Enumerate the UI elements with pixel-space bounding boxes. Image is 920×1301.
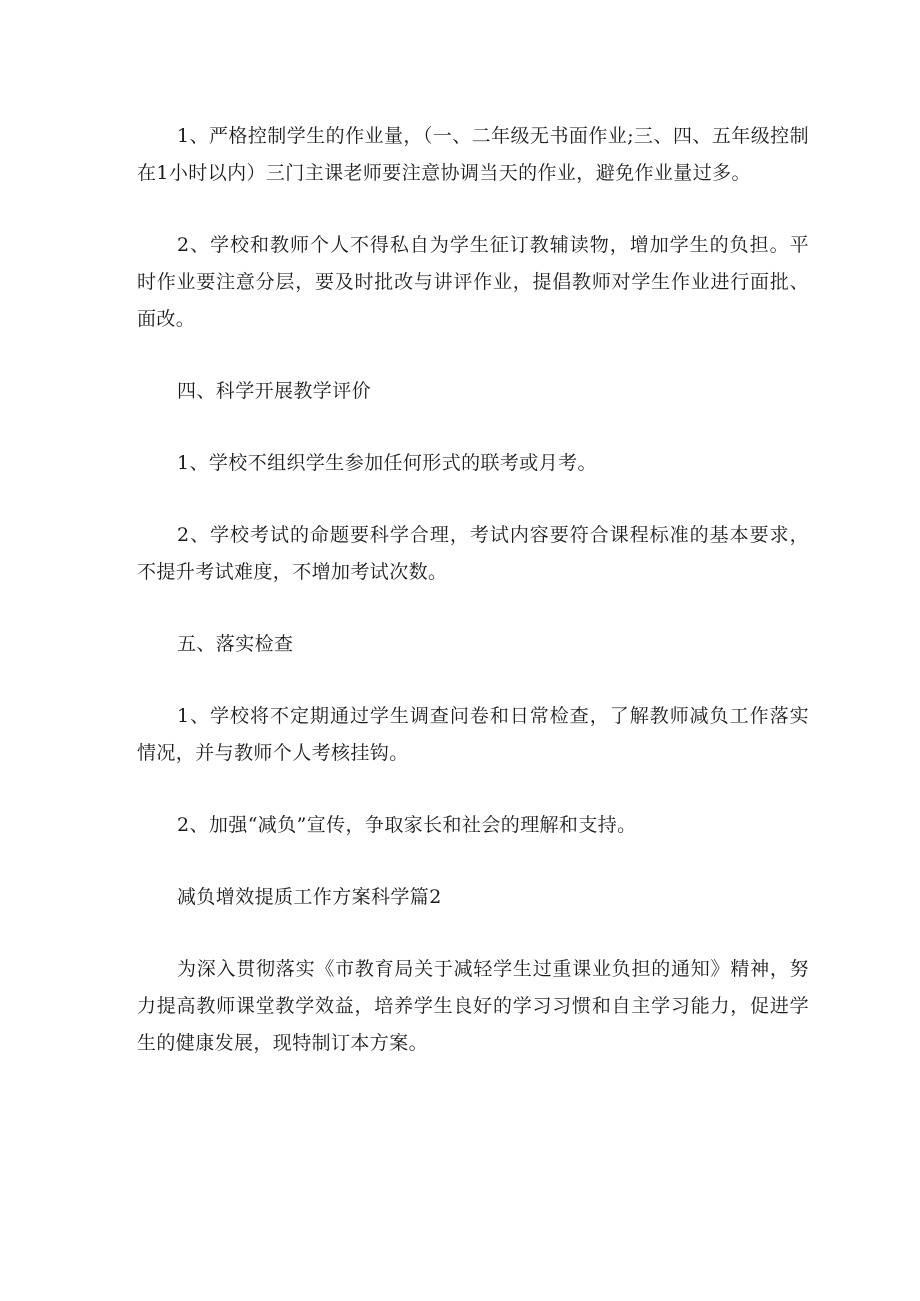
paragraph-spacer <box>137 482 809 517</box>
paragraph-exam-design: 2、学校考试的命题要科学合理，考试内容要符合课程标准的基本要求，不提升考试难度，不增加考试次数。 <box>137 524 809 583</box>
document-body <box>137 118 809 1062</box>
section-heading-evaluation: 四、科学开展教学评价 <box>177 380 372 402</box>
paragraph-spacer <box>137 663 809 698</box>
document-section-title: 减负增效提质工作方案科学篇2 <box>177 886 442 908</box>
paragraph-spacer <box>137 916 809 951</box>
section-heading-inspection: 五、落实检查 <box>177 633 294 655</box>
paragraph-spacer <box>137 410 809 445</box>
paragraph-spacer <box>137 844 809 879</box>
paragraph-introduction: 为深入贯彻落实《市教育局关于减轻学生过重课业负担的通知》精神，努力提高教师课堂教学效益，培养学生良好的学习习惯和自主学习能力，促进学生的健康发展，现特制订本方案。 <box>137 958 809 1054</box>
paragraph-homework-limit: 1、严格控制学生的作业量，（一、二年级无书面作业;三、四、五年级控制在1小时以内）三门主课老师要注意协调当天的作业，避免作业量过多。 <box>137 125 809 184</box>
paragraph-survey-checks: 1、学校将不定期通过学生调查问卷和日常检查，了解教师减负工作落实情况，并与教师个人考核挂钩。 <box>137 705 809 764</box>
paragraph-spacer <box>137 591 809 626</box>
paragraph-no-extra-materials: 2、学校和教师个人不得私自为学生征订教辅读物，增加学生的负担。平时作业要注意分层，要及时批改与讲评作业，提倡教师对学生作业进行面批、面改。 <box>137 234 809 330</box>
paragraph-no-joint-exams: 1、学校不组织学生参加任何形式的联考或月考。 <box>177 452 597 474</box>
paragraph-spacer <box>137 338 809 373</box>
paragraph-spacer <box>137 772 809 807</box>
paragraph-publicity: 2、加强“减负”宣传，争取家长和社会的理解和支持。 <box>177 814 637 836</box>
paragraph-spacer <box>137 192 809 227</box>
